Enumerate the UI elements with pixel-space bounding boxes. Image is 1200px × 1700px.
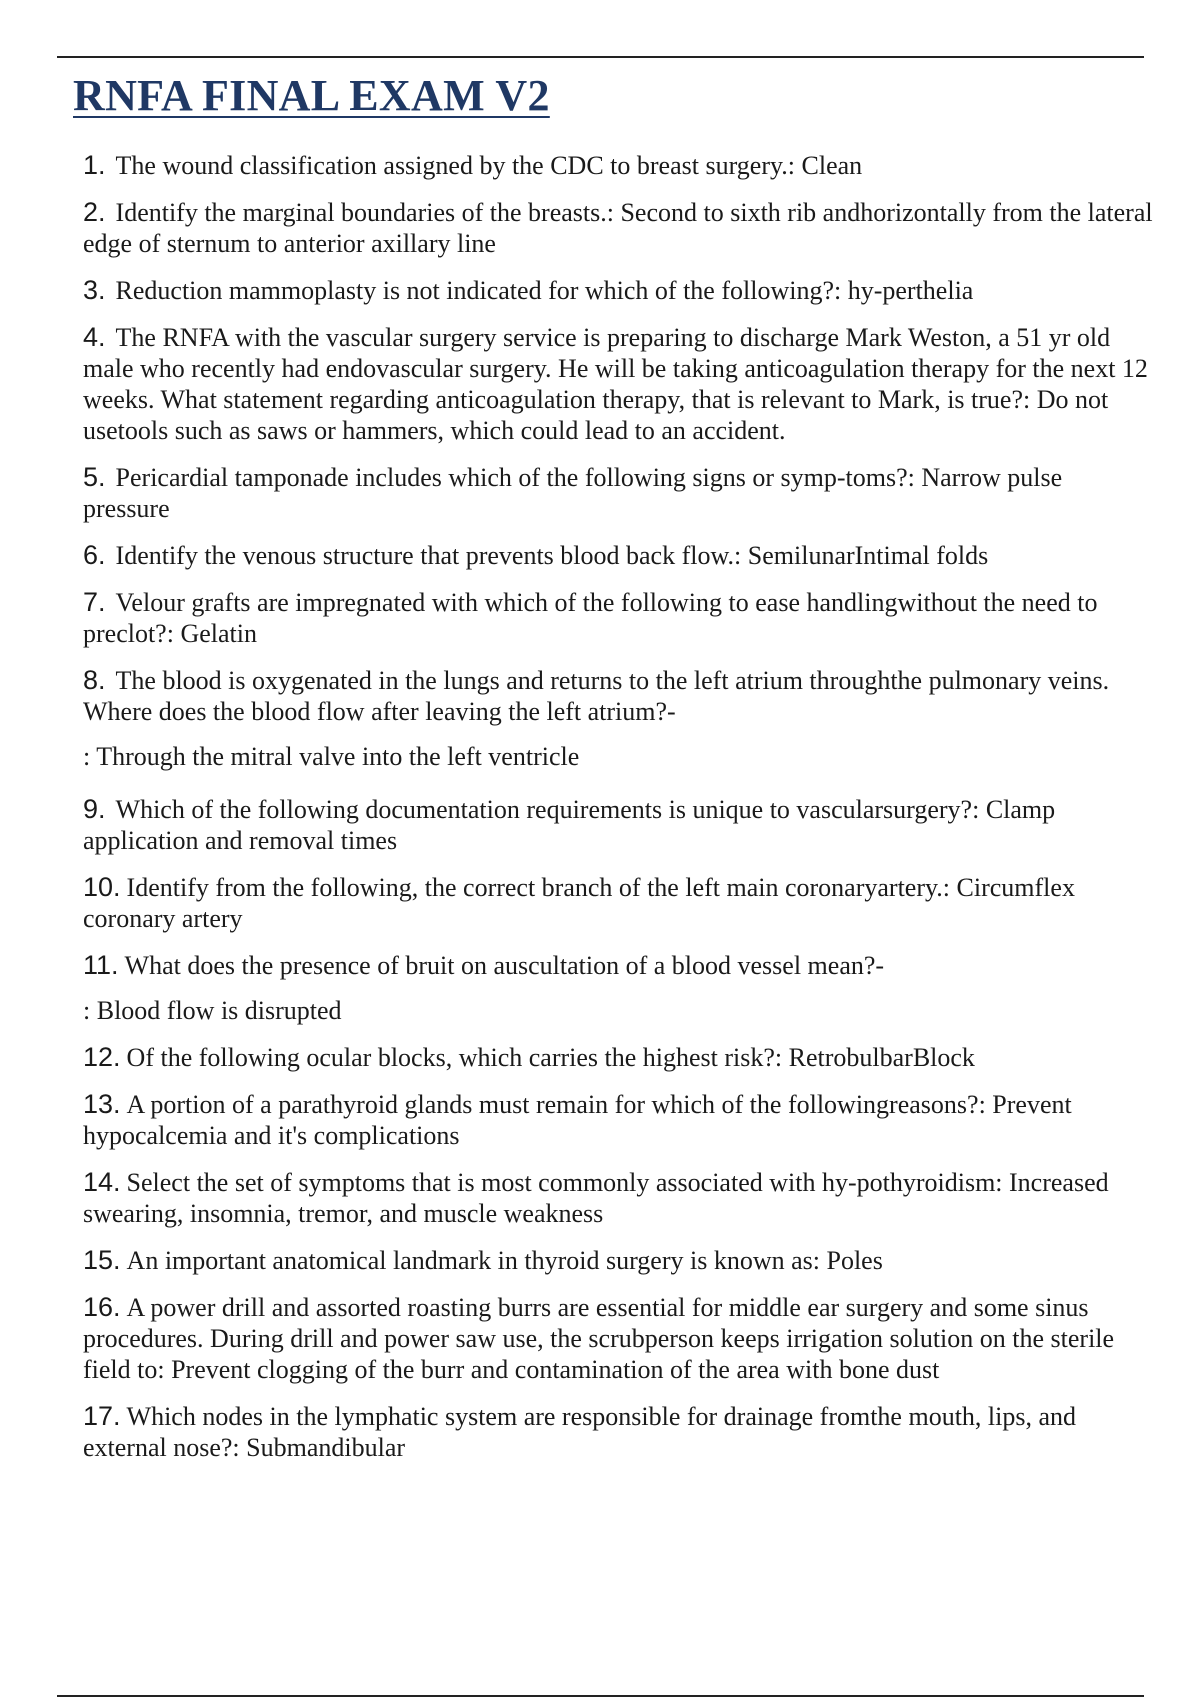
question-item <box>83 322 1153 446</box>
question-item <box>83 150 1153 181</box>
question-text: Velour grafts are impregnated with which of the following to ease handlingwithout the need to preclot?: Gelatin <box>83 588 1098 648</box>
question-number: 7. <box>83 587 106 617</box>
question-number: 1. <box>83 150 106 180</box>
question-number: 10. <box>83 872 121 902</box>
question-number: 12. <box>83 1042 121 1072</box>
question-text: Pericardial tamponade includes which of the following signs or symp-toms?: Narrow pulse pressure <box>83 463 1063 523</box>
question-item <box>83 540 1153 571</box>
question-item <box>83 794 1153 856</box>
question-text: A portion of a parathyroid glands must remain for which of the followingreasons?: Prevent hypocalcemia and it's complications <box>83 1090 1072 1150</box>
question-text: What does the presence of bruit on auscultation of a blood vessel mean?- <box>124 951 885 980</box>
question-number: 2. <box>83 197 106 227</box>
question-item <box>83 1089 1153 1151</box>
question-number: 8. <box>83 665 106 695</box>
question-number: 14. <box>83 1167 121 1197</box>
question-number: 9. <box>83 794 106 824</box>
question-item <box>83 1167 1153 1229</box>
question-text: Which of the following documentation requirements is unique to vascularsurgery?: Clamp application and removal times <box>83 795 1056 855</box>
question-text: Which nodes in the lymphatic system are responsible for drainage fromthe mouth, lips, and external nose?: Submandibular <box>83 1402 1077 1462</box>
question-item <box>83 1245 1153 1276</box>
question-text: An important anatomical landmark in thyroid surgery is known as: Poles <box>126 1246 883 1275</box>
question-text: The blood is oxygenated in the lungs and returns to the left atrium throughthe pulmonary veins. Where does the blood flow after leaving the left atrium?- <box>83 666 1110 726</box>
question-answer: : Through the mitral valve into the left ventricle <box>83 742 580 771</box>
question-text: Identify the venous structure that prevents blood back flow.: SemilunarIntimal folds <box>115 541 989 570</box>
question-number: 11. <box>83 950 119 980</box>
question-answer: : Blood flow is disrupted <box>83 996 342 1025</box>
question-item <box>83 197 1153 259</box>
question-number: 13. <box>83 1089 121 1119</box>
question-text: Identify from the following, the correct branch of the left main coronaryartery.: Circumflex coronary artery <box>83 873 1075 933</box>
question-item <box>83 1042 1153 1073</box>
page-title: RNFA FINAL EXAM V2 <box>73 71 550 120</box>
question-text: Reduction mammoplasty is not indicated for which of the following?: hy-perthelia <box>115 276 974 305</box>
question-item <box>83 462 1153 524</box>
question-item <box>83 665 1153 772</box>
question-item <box>83 1401 1153 1463</box>
question-text: The RNFA with the vascular surgery service is preparing to discharge Mark Weston, a 51 yr old male who recently had endovascular surgery. He will be taking anticoagulation therapy for the next 12 weeks. What statement regarding anticoagulation therapy, that is relevant to Mark, is true?: Do not usetools such as saws or hammers, which could lead to an accident. <box>83 323 1148 445</box>
question-text: Of the following ocular blocks, which carries the highest risk?: RetrobulbarBlock <box>126 1043 975 1072</box>
question-list <box>83 150 1153 1479</box>
question-number: 15. <box>83 1245 121 1275</box>
top-divider <box>57 56 1144 58</box>
question-item <box>83 275 1153 306</box>
question-text: Identify the marginal boundaries of the breasts.: Second to sixth rib andhorizontally from the lateral edge of sternum to anterior axillary line <box>83 198 1153 258</box>
question-item <box>83 587 1153 649</box>
question-item <box>83 950 1153 1026</box>
question-item <box>83 1292 1153 1385</box>
question-number: 4. <box>83 322 106 352</box>
question-item <box>83 872 1153 934</box>
bottom-divider <box>57 1695 1144 1697</box>
question-number: 16. <box>83 1292 121 1322</box>
question-number: 6. <box>83 540 106 570</box>
question-text: Select the set of symptoms that is most commonly associated with hy-pothyroidism: Increased swearing, insomnia, tremor, and muscle weakness <box>83 1168 1109 1228</box>
question-number: 5. <box>83 462 106 492</box>
question-text: A power drill and assorted roasting burrs are essential for middle ear surgery and some sinus procedures. During drill and power saw use, the scrubperson keeps irrigation solution on the sterile field to: Prevent clogging of the burr and contamination of the area with bone dust <box>83 1293 1115 1384</box>
question-number: 17. <box>83 1401 121 1431</box>
question-number: 3. <box>83 275 106 305</box>
question-text: The wound classification assigned by the CDC to breast surgery.: Clean <box>115 151 863 180</box>
